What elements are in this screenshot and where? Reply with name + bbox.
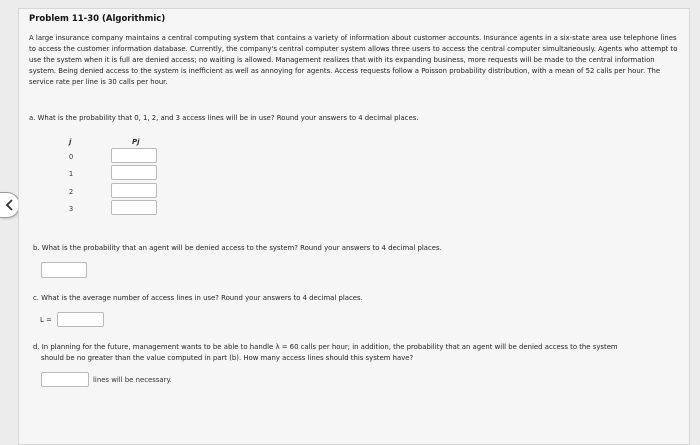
problem-description: A large insurance company maintains a central computing system that contains a variety of information about customer accounts. Insurance agents in a six-state area use telephone lines to access the customer information database. Currently, the company's central computer system allows three users to access the central computer simultaneously. Agents who attempt to use the system when it is full are denied access; no waiting is allowed. Management realizes that with its expanding business, more requests will be made to the central information system. Being denied access to the system is inefficient as well as annoying for agents. Access requests follow a Poisson probability distribution, with a mean of 52 calls per hour. The service rate per line is 30 calls per hour. [29,34,678,86]
row-j-1: 1 [68,170,74,178]
part-a-question: a. What is the probability that 0, 1, 2, and 3 access lines will be in use? Round your answers to 4 decimal places. [29,114,419,122]
row-j-3: 3 [68,205,74,213]
pj-input-0[interactable] [111,148,157,163]
pj-input-1[interactable] [111,165,157,180]
row-j-2: 2 [68,188,74,196]
back-button[interactable] [0,192,20,218]
pj-input-3[interactable] [111,200,157,215]
lines-needed-input[interactable] [41,372,89,387]
part-d-question-line2: should be no greater than the value computed in part (b). How many access lines should this system have? [41,354,414,362]
problem-panel [18,8,690,445]
lines-necessary-label: lines will be necessary. [93,376,172,384]
part-c-question: c. What is the average number of access lines in use? Round your answers to 4 decimal places. [33,294,363,302]
column-j-header: j [69,138,72,146]
part-b-question: b. What is the probability that an agent will be denied access to the system? Round your answers to 4 decimal places. [33,244,442,252]
denied-probability-input[interactable] [41,262,87,278]
part-d-question-line1: d. In planning for the future, management wants to be able to handle λ = 60 calls per hour; in addition, the probability that an agent will be denied access to the system [33,343,618,351]
column-pj-header: Pj [132,138,140,146]
problem-title: Problem 11-30 (Algorithmic) [29,14,166,24]
l-label: L = [40,316,52,324]
row-j-0: 0 [68,153,74,161]
pj-input-2[interactable] [111,183,157,198]
average-lines-input[interactable] [57,312,104,327]
chevron-left-icon [5,198,15,212]
